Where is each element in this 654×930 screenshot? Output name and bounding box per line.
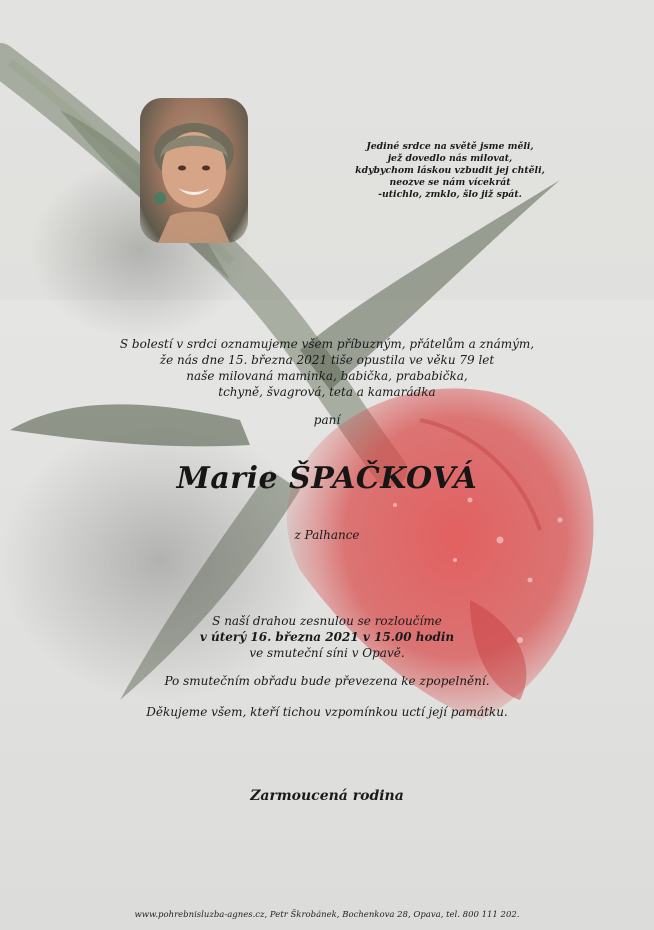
deceased-name: Marie ŠPAČKOVÁ	[176, 461, 478, 496]
announcement-line: naše milovaná maminka, babička, prababička,	[186, 369, 468, 383]
ceremony-place: ve smuteční síni v Opavě.	[249, 646, 405, 660]
farewell-intro: S naší drahou zesnulou se rozloučíme	[212, 614, 442, 628]
farewell-details	[0, 613, 654, 661]
thanks-note: Děkujeme všem, kteří tichou vzpomínkou uctí její památku.	[146, 705, 508, 719]
death-announcement	[0, 336, 654, 400]
poem-line: jež dovedlo nás milovat,	[387, 153, 513, 164]
family-signature: Zarmoucená rodina	[250, 788, 404, 804]
honorific: paní	[313, 413, 341, 427]
memorial-poem	[330, 141, 570, 201]
poem-line: -utichlo, zmklo, šlo již spát.	[378, 189, 522, 200]
ceremony-datetime: v úterý 16. března 2021 v 15.00 hodin	[199, 630, 455, 644]
poem-line: kdybychom láskou vzbudit jej chtěli,	[355, 165, 545, 176]
poem-line: Jediné srdce na světě jsme měli,	[366, 141, 534, 152]
poem-line: neozve se nám vícekrát	[389, 177, 511, 188]
funeral-service-footer: www.pohrebnisluzba-agnes.cz, Petr Škrobánek, Bochenkova 28, Opava, tel. 800 111 202.	[134, 910, 520, 920]
announcement-line: S bolestí v srdci oznamujeme všem příbuzným, přátelům a známým,	[119, 337, 535, 351]
announcement-line: tchyně, švagrová, teta a kamarádka	[218, 385, 436, 399]
portrait-image	[140, 98, 248, 243]
deceased-portrait	[140, 98, 248, 243]
origin-place: z Palhance	[294, 528, 360, 542]
cremation-note: Po smutečním obřadu bude převezena ke zpopelnění.	[164, 674, 490, 688]
announcement-line: že nás dne 15. března 2021 tiše opustila ve věku 79 let	[159, 353, 495, 367]
